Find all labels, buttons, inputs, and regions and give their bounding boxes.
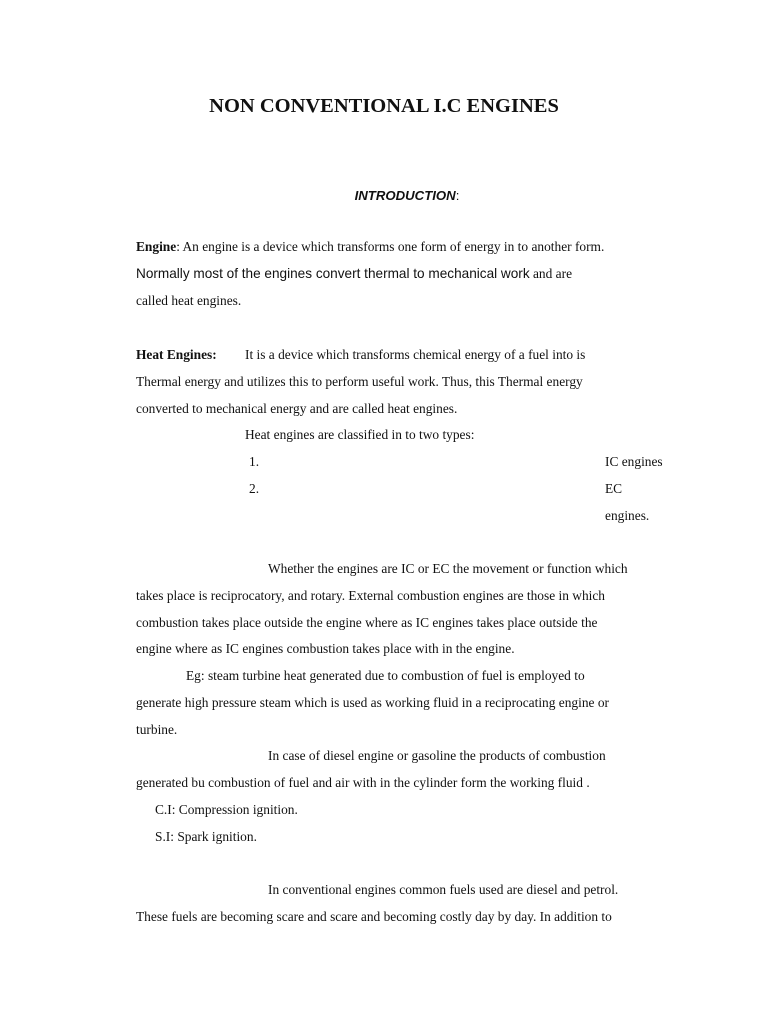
engine-definition-line-3: called heat engines.	[136, 293, 242, 308]
si-definition: S.I: Spark ignition.	[155, 829, 257, 844]
engine-definition-line-1	[136, 239, 604, 255]
type-2-name-cont: engines.	[605, 508, 650, 523]
engine-definition-text-sans: Normally most of the engines convert thermal to mechanical work	[136, 266, 530, 281]
engine-definition-line-2	[136, 266, 572, 282]
diesel-line-2: generated bu combustion of fuel and air with in the cylinder form the working fluid .	[136, 775, 590, 790]
heat-engines-line-2: Thermal energy and utilizes this to perform useful work. Thus, this Thermal energy	[136, 374, 583, 389]
type-1-number: 1.	[249, 454, 260, 469]
diesel-line-1: In case of diesel engine or gasoline the products of combustion	[268, 748, 606, 763]
conventional-line-1: In conventional engines common fuels used are diesel and petrol.	[268, 882, 619, 897]
example-line-1: Eg: steam turbine heat generated due to combustion of fuel is employed to	[186, 668, 585, 683]
paragraph-1-line-3: combustion takes place outside the engine where as IC engines takes place outside the	[136, 615, 598, 630]
heat-engines-label: Heat Engines:	[136, 347, 217, 362]
type-2-name: EC	[605, 481, 623, 496]
section-heading-colon: :	[455, 188, 460, 203]
section-heading-text: INTRODUCTION	[354, 188, 456, 203]
paragraph-1-line-2: takes place is reciprocatory, and rotary. External combustion engines are those in which	[136, 588, 605, 603]
engine-definition-text-cont: and are	[529, 266, 573, 281]
type-1-name: IC engines	[605, 454, 663, 469]
paragraph-1-line-4: engine where as IC engines combustion takes place with in the engine.	[136, 641, 515, 656]
type-2-number: 2.	[249, 481, 260, 496]
classified-line: Heat engines are classified in to two types:	[245, 427, 475, 442]
section-heading	[0, 188, 768, 203]
document-title: NON CONVENTIONAL I.C ENGINES	[209, 95, 559, 117]
example-line-3: turbine.	[136, 722, 178, 737]
heat-engines-line-3: converted to mechanical energy and are called heat engines.	[136, 401, 458, 416]
conventional-line-2: These fuels are becoming scare and scare and becoming costly day by day. In addition to	[136, 909, 612, 924]
paragraph-1-line-1: Whether the engines are IC or EC the movement or function which	[268, 561, 628, 576]
heat-engines-term	[136, 347, 217, 363]
ci-definition: C.I: Compression ignition.	[155, 802, 298, 817]
engine-term: Engine	[136, 239, 177, 254]
heat-engines-line-1: It is a device which transforms chemical energy of a fuel into is	[245, 347, 586, 362]
engine-definition-text: : An engine is a device which transforms one form of energy in to another form.	[176, 239, 605, 254]
example-line-2: generate high pressure steam which is used as working fluid in a reciprocating engine or	[136, 695, 609, 710]
